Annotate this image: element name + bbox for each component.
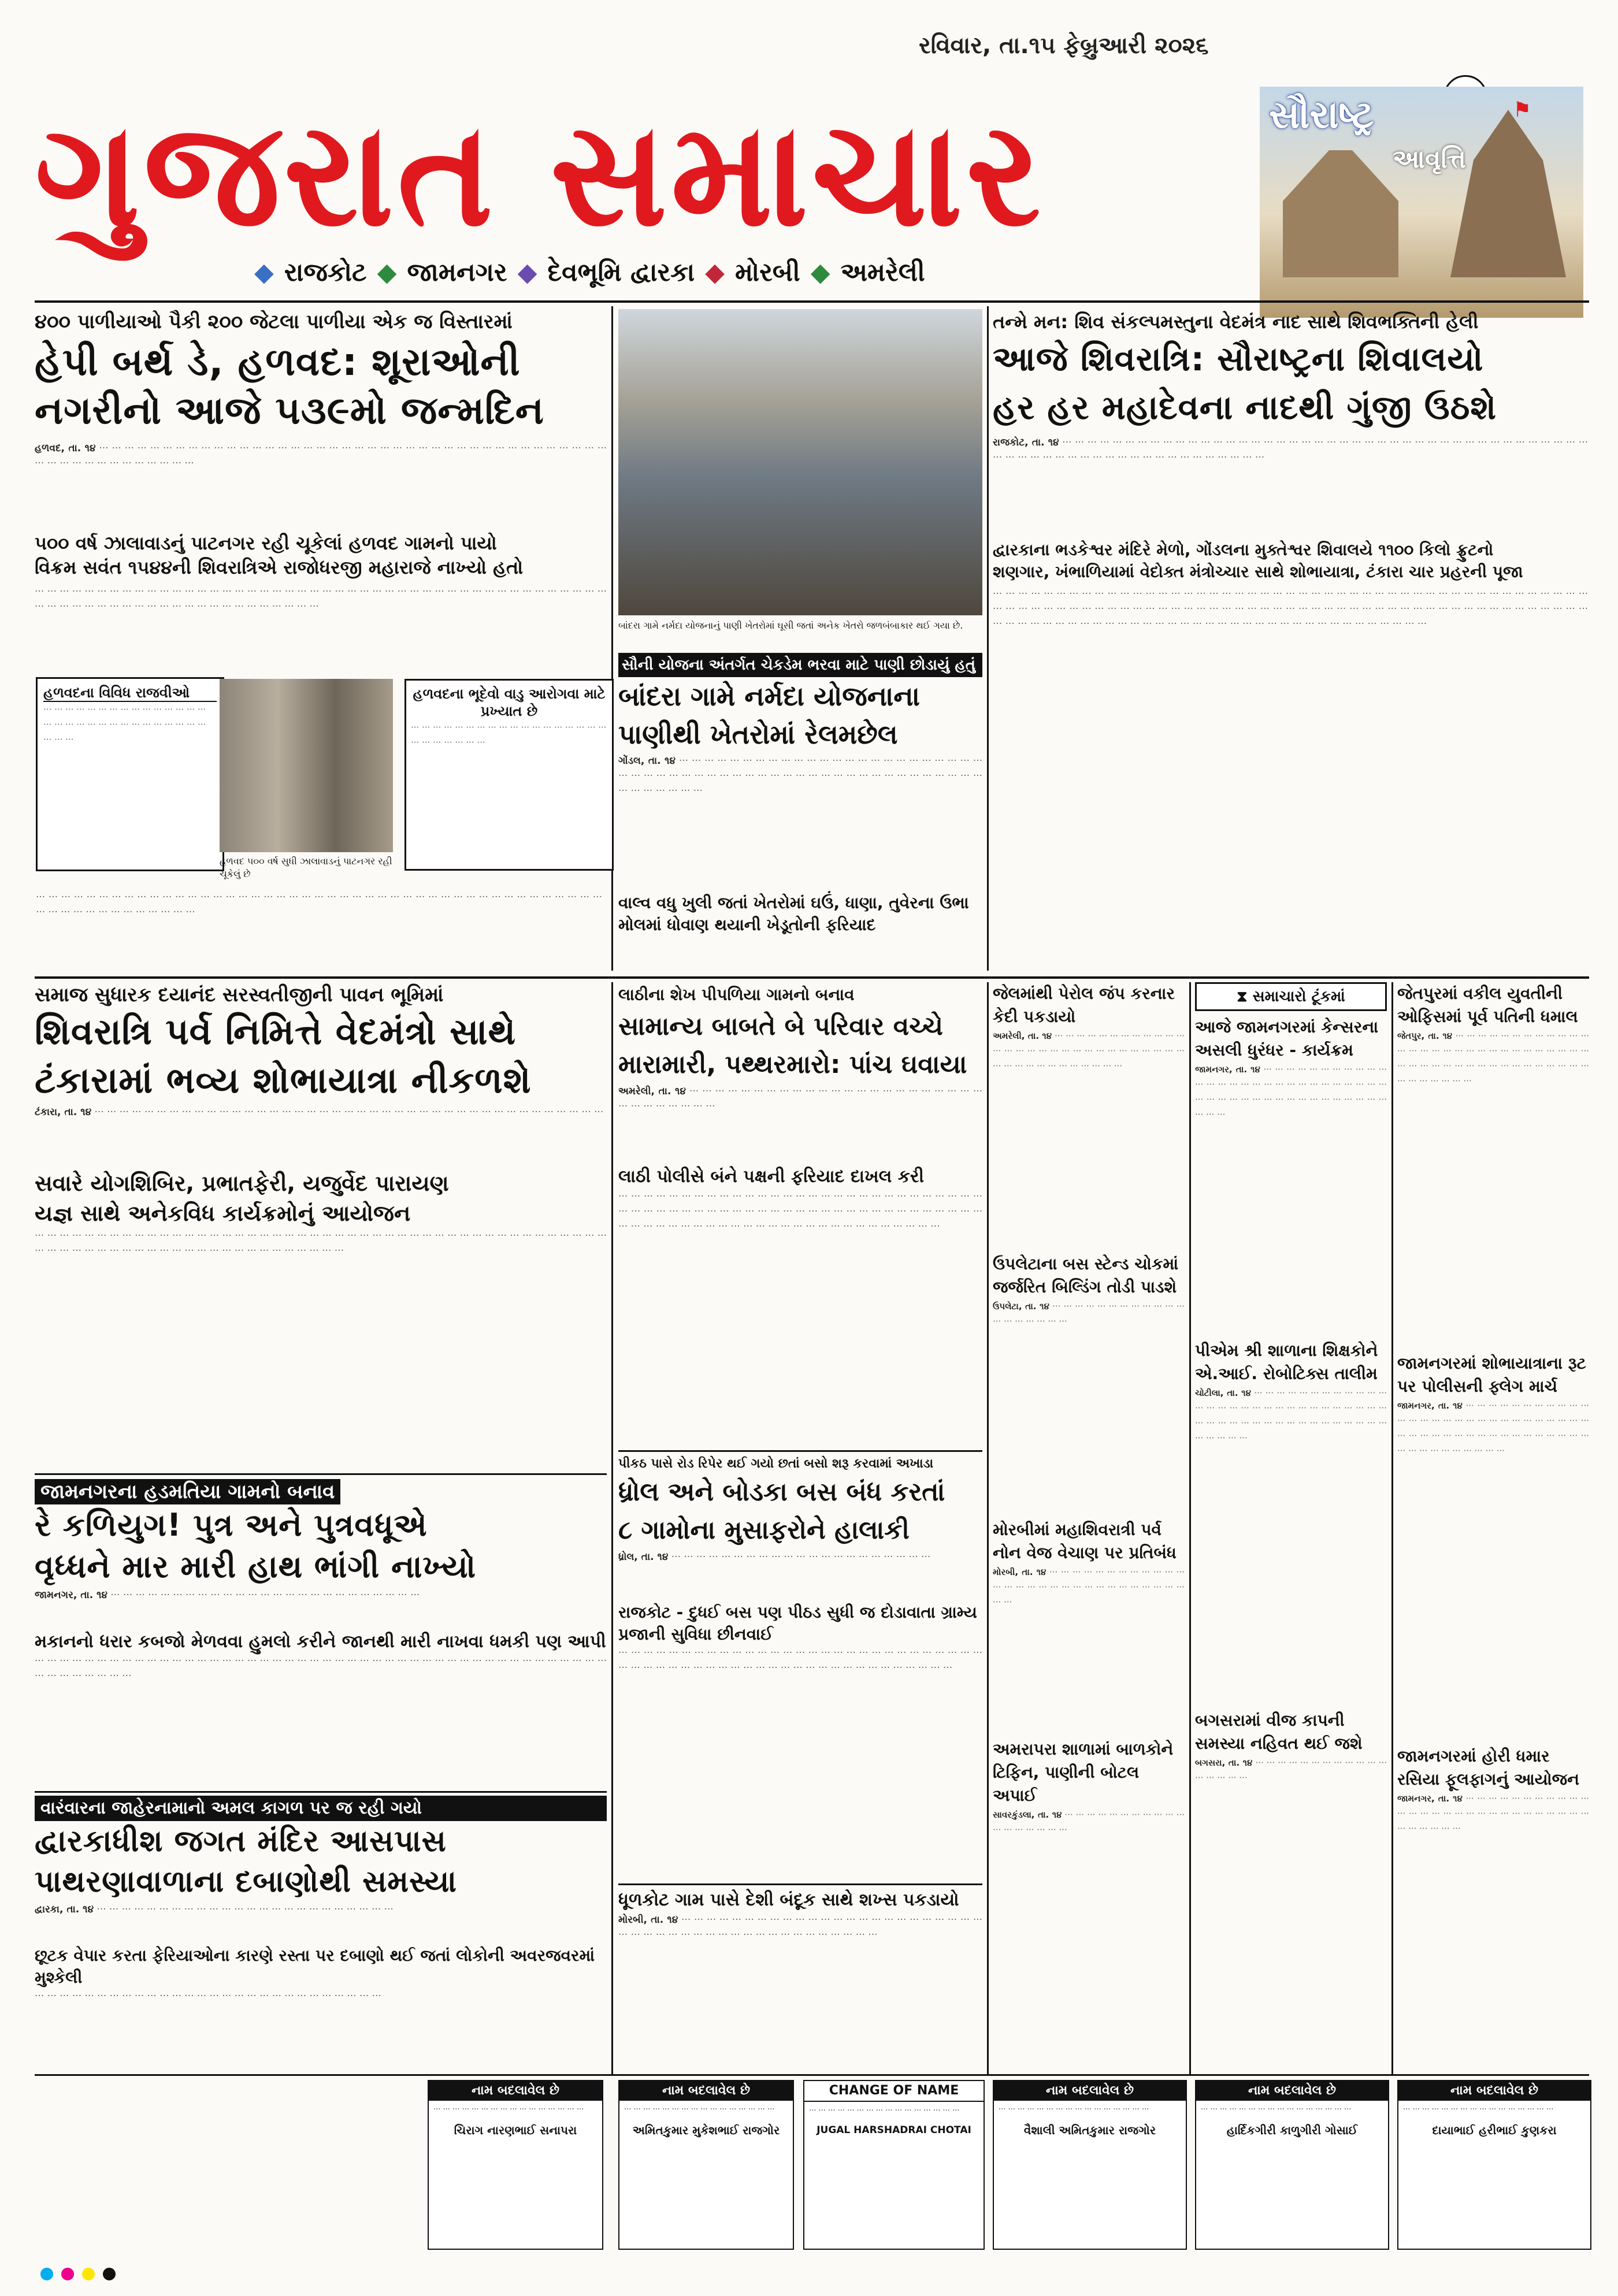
halvad-story xyxy=(35,309,607,688)
halvad-paliya-photo xyxy=(220,679,393,852)
cyan-dot-icon xyxy=(40,2268,53,2280)
section-rule xyxy=(618,1883,982,1885)
map-icon: ◆ xyxy=(254,257,274,287)
classified-ad xyxy=(1397,2080,1591,2250)
classified-header: CHANGE OF NAME xyxy=(804,2081,984,2102)
body-text-placeholder: ··· ··· ··· ··· ··· ··· ··· ··· ··· ··· ··· ··· ··· ··· ··· ··· ··· ··· ··· ··· ··· ··· ··· ··· ··· ··· ··· ··· ··· ··· ··· ··· ··· ··· ··· ··· ··· ··· ··· ··· ··· ··· ··· ··· ··· ··· ··· ··· ··· ··· ··· ··· ··· xyxy=(1397,1031,1589,1086)
classified-header: નામ બદલાવેલ છે xyxy=(429,2081,602,2101)
parole-story xyxy=(993,982,1185,1923)
dwarkadhish-subhead: છૂટક વેપાર કરતા ફેરિયાઓના કારણે રસ્તા પર દબાણો થઈ જતાં લોકોની અવરજવરમાં મુશ્કેલી xyxy=(35,1946,595,1987)
print-registration-marks xyxy=(40,2268,116,2280)
body-text-placeholder: ··· ··· ··· ··· ··· ··· ··· ··· ··· ··· ··· ··· ··· ··· ··· ··· xyxy=(809,2106,960,2115)
temple-flag-icon: ⚑ xyxy=(1513,98,1532,122)
body-text-placeholder: ··· ··· ··· ··· ··· ··· ··· ··· ··· ··· ··· ··· ··· ··· ··· ··· xyxy=(999,2105,1149,2114)
body-text-placeholder: ··· ··· ··· ··· ··· ··· ··· ··· ··· ··· ··· ··· ··· ··· ··· ··· ··· xyxy=(1195,1758,1387,1783)
dhrol-headline-2: ૮ ગામોના મુસાફરોને હાલાકી xyxy=(618,1515,910,1545)
district-jamnagar: જામનગર xyxy=(407,257,507,287)
body-text-placeholder: ··· ··· ··· ··· ··· ··· ··· ··· ··· ··· ··· ··· ··· ··· ··· ··· ··· ··· ··· ··· ··· ··· ··· ··· ··· ··· ··· ··· ··· ··· ··· ··· ··· ··· ··· ··· ··· ··· ··· ··· ··· xyxy=(94,1106,604,1118)
tankara-kicker: સમાજ સુધારક દયાનંદ સરસ્વતીજીની પાવન ભૂમિમાં xyxy=(35,983,444,1006)
ladhina-kicker: લાઠીના શેખ પીપળિયા ગામનો બનાવ xyxy=(618,985,855,1004)
body-text-placeholder: ··· ··· ··· ··· ··· ··· ··· ··· ··· ··· ··· ··· ··· ··· ··· ··· ··· ··· ··· ··· ··· ··· ··· ··· ··· ··· ··· ··· ··· ··· ··· ··· ··· ··· ··· ··· ··· ··· ··· ··· ··· ··· ··· ··· ··· ··· ··· ··· ··· ··· ··· ··· ··· ··· xyxy=(35,1655,607,1682)
bandra-headline-2: પાણીથી ખેતરોમાં રેલમછેલ xyxy=(618,719,898,750)
dhulkot-headline: ધૂળકોટ ગામ પાસે દેશી બંદૂક સાથે શખ્સ પકડાયો xyxy=(618,1890,959,1910)
shivratri-subhead-2: શણગાર, ખંભાળિયામાં વેદોક્ત મંત્રોચ્ચાર સાથે શોભાયાત્રા, ટંકારા ચાર પ્રહરની પૂજા xyxy=(993,562,1523,581)
halvad-box-side: હળવદના ભૂદેવો વાડુ આરોગવા માટે પ્રખ્યાત છે xyxy=(413,686,606,719)
mid-right-column xyxy=(1195,982,1387,1871)
cancer-body xyxy=(1195,1062,1387,1339)
hourglass-icon: ⧗ xyxy=(1237,988,1253,1005)
shivratri-subhead-1: દ્વારકાના ભડકેશ્વર મંદિરે મેળો, ગોંડલના મુક્તેશ્વર શિવાલયે ૧૧૦૦ કિલો ફ્રુટનો xyxy=(993,540,1494,559)
bagasra-dateline: બગસરા, તા. ૧૪ xyxy=(1195,1758,1253,1768)
tankara-body-2 xyxy=(35,1228,607,1373)
bandra-story xyxy=(618,653,982,936)
amarapur-dateline: સાવરકુંડલા, તા. ૧૪ xyxy=(993,1810,1062,1820)
body-text-placeholder: ··· ··· ··· ··· ··· ··· ··· ··· ··· ··· ··· ··· ··· ··· ··· ··· xyxy=(1403,2105,1554,2114)
morbi-body xyxy=(993,1565,1185,1738)
body-text-placeholder: ··· ··· ··· ··· ··· ··· ··· ··· ··· ··· ··· ··· ··· ··· ··· ··· ··· ··· ··· ··· ··· ··· ··· ··· ··· ··· ··· ··· ··· ··· ··· ··· ··· ··· ··· ··· ··· ··· ··· ··· ··· ··· ··· ··· ··· ··· ··· ··· ··· ··· ··· ··· ··· ··· ··· ··· ··· ··· ··· ··· ··· ··· ··· ··· xyxy=(993,437,1588,463)
classified-header: નામ બદલાવેલ છે xyxy=(619,2081,793,2101)
ladhina-headline-2: મારામારી, પથ્થરમારો: પાંચ ઘવાયા xyxy=(618,1050,967,1079)
hadmatiya-story xyxy=(35,1479,607,1786)
dwarkadhish-dateline: દ્વારકા, તા. ૧૪ xyxy=(35,1904,94,1915)
halvad-dateline: હળવદ, તા. ૧૪ xyxy=(35,443,96,454)
bagasra-body xyxy=(1195,1755,1387,1871)
halvad-headline-1: હેપી બર્થ ડે, હળવદ: શૂરાઓની xyxy=(35,340,521,384)
edition-name: સૌરાષ્ટ્ર xyxy=(1269,92,1374,137)
parole-headline: જેલમાંથી પેરોલ જંપ કરનાર કેદી પકડાયો xyxy=(993,984,1175,1026)
halvad-headline-2: નગરીનો આજે ૫૩૯મો જન્મદિન xyxy=(35,388,544,433)
classified-ad xyxy=(993,2080,1187,2250)
body-text-placeholder: ··· ··· ··· ··· ··· ··· ··· ··· ··· ··· ··· ··· ··· ··· ··· ··· ··· ··· ··· ··· ··· ··· ··· ··· ··· ··· ··· ··· ··· ··· ··· ··· ··· ··· ··· ··· ··· ··· ··· ··· ··· ··· ··· ··· ··· ··· ··· ··· ··· ··· ··· ··· ··· ··· ··· ··· ··· ··· ··· ··· ··· ··· ··· ··· ··· ··· ··· ··· ··· xyxy=(35,586,607,612)
morbi-dateline: મોરબી, તા. ૧૪ xyxy=(993,1567,1046,1577)
column-rule xyxy=(987,306,989,971)
body-text-placeholder: ··· ··· ··· ··· ··· ··· ··· ··· ··· ··· ··· ··· ··· ··· ··· ··· ··· ··· ··· ··· ··· ··· ··· ··· ··· ··· ··· ··· ··· ··· ··· ··· ··· ··· ··· ··· ··· ··· ··· ··· ··· ··· ··· ··· ··· ··· ··· ··· xyxy=(1195,1064,1387,1120)
hadmatiya-body xyxy=(35,1588,607,1630)
tankara-headline-1: શિવરાત્રિ પર્વ નિમિત્તે વેદમંત્રો સાથે xyxy=(35,1010,517,1053)
body-text-placeholder: ··· ··· ··· ··· ··· ··· ··· ··· ··· ··· ··· ··· ··· ··· ··· ··· ··· ··· ··· ··· ··· ··· ··· ··· ··· ··· ··· ··· ··· ··· ··· ··· ··· ··· ··· ··· ··· ··· ··· ··· ··· ··· ··· ··· ··· ··· ··· ··· ··· ··· ··· ··· ··· ··· ··· ··· ··· ··· ··· ··· ··· ··· ··· ··· ··· ··· ··· ··· ··· ··· ··· ··· ··· ··· ··· ··· ··· ··· ··· ··· ··· ··· ··· ··· xyxy=(618,1191,982,1232)
dhrol-dateline: ધ્રોલ, તા. ૧૪ xyxy=(618,1551,669,1563)
edition-block xyxy=(1260,87,1583,318)
bandra-photo xyxy=(618,309,982,615)
ladhina-body-2 xyxy=(618,1189,982,1443)
tankara-headline-2: ટંકારામાં ભવ્ય શોભાયાત્રા નીકળશે xyxy=(35,1059,532,1101)
parole-body xyxy=(993,1028,1185,1248)
black-dot-icon xyxy=(103,2268,116,2280)
robotics-headline: પીએમ શ્રી શાળાના શિક્ષકોને એ.આઈ. રોબોટિક્સ તાલીમ xyxy=(1195,1341,1378,1383)
morbi-headline: મોરબીમાં મહાશિવરાત્રી પર્વ નોન વેજ વેચાણ પર પ્રતિબંધ xyxy=(993,1520,1177,1562)
edition-label: આવૃત્તિ xyxy=(1393,144,1466,174)
body-text-placeholder: ··· ··· ··· ··· ··· ··· ··· ··· ··· ··· ··· ··· ··· ··· ··· ··· ··· ··· ··· ··· ··· ··· ··· ··· xyxy=(97,1904,394,1915)
shivratri-headline-2: હર હર મહાદેવના નાદથી ગુંજી ઉઠશે xyxy=(993,388,1497,427)
district-strip xyxy=(254,253,1248,291)
body-text-placeholder: ··· ··· ··· ··· ··· ··· ··· ··· ··· ··· ··· ··· ··· ··· ··· ··· ··· ··· ··· ··· ··· ··· ··· ··· ··· ··· ··· ··· ··· ··· ··· ··· ··· ··· ··· ··· ··· ··· ··· ··· ··· ··· ··· ··· ··· ··· ··· ··· ··· ··· ··· ··· ··· ··· ··· ··· ··· ··· ··· ··· ··· ··· ··· ··· ··· ··· ··· ··· ··· ··· ··· xyxy=(35,1230,607,1257)
magenta-dot-icon xyxy=(61,2268,74,2280)
map-icon: ◆ xyxy=(517,257,537,287)
date-line: રવિવાર, તા.૧૫ ફેબ્રુઆરી ૨૦૨૬ xyxy=(919,32,1209,59)
bandra-photo-caption: બાંદરા ગામે નર્મદા યોજનાનું પાણી ખેતરોમાં ઘૂસી જતાં અનેક ખેતરો જળબંબાકાર થઈ ગયા છે. xyxy=(618,620,963,631)
halvad-photo-caption: હળવદ ૫૦૦ વર્ષ સુધી ઝાલાવાડનું પાટનગર રહી ચૂકેલું છે xyxy=(220,856,392,879)
dhulkot-body xyxy=(618,1912,982,2057)
map-icon: ◆ xyxy=(810,257,830,287)
body-text-placeholder: ··· ··· ··· ··· ··· ··· ··· ··· ··· ··· ··· ··· ··· ··· ··· ··· ··· ··· ··· xyxy=(993,1301,1185,1327)
shivratri-body xyxy=(993,435,1588,539)
tankara-body xyxy=(35,1105,607,1168)
classified-ad xyxy=(618,2080,794,2250)
dhrol-subhead: રાજકોટ - દુધઈ બસ પણ પીઠડ સુધી જ દોડાવાતા ગ્રામ્ય પ્રજાની સુવિધા છીનવાઈ xyxy=(618,1603,977,1644)
bandra-kicker: સૌની યોજના અંતર્ગત ચેકડેમ ભરવા માટે પાણી છોડાયું હતું xyxy=(618,653,982,677)
upleta-headline: ઉપલેટાના બસ સ્ટેન્ડ ચોકમાં જર્જરિત બિલ્ડિંગ તોડી પાડશે xyxy=(993,1254,1179,1296)
cancer-dateline: જામનગર, તા. ૧૪ xyxy=(1195,1064,1260,1075)
temple-illustration xyxy=(1283,150,1398,277)
dhulkot-dateline: મોરબી, તા. ૧૪ xyxy=(618,1914,678,1926)
halvad-body xyxy=(35,441,607,527)
yellow-dot-icon xyxy=(82,2268,95,2280)
dwarkadhish-headline-1: દ્વારકાધીશ જગત મંદિર આસપાસ xyxy=(35,1824,447,1859)
body-text-placeholder: ··· ··· ··· ··· ··· ··· ··· ··· ··· ··· ··· ··· ··· ··· ··· ··· ··· ··· ··· ··· ··· ··· ··· ··· ··· ··· ··· ··· ··· ··· ··· ··· ··· ··· ··· ··· ··· ··· ··· ··· ··· ··· ··· ··· ··· ··· ··· ··· ··· ··· ··· ··· ··· ··· ··· ··· ··· ··· xyxy=(36,891,602,918)
tankara-dateline: ટંકારા, તા. ૧૪ xyxy=(35,1106,92,1118)
halvad-subhead-1: ૫૦૦ વર્ષ ઝાલાવાડનું પાટનગર રહી ચૂકેલાં હળવદ ગામનો પાયો xyxy=(35,532,497,554)
bagasra-headline: બગસરામાં વીજ કાપની સમસ્યા નહિવત થઈ જશે xyxy=(1195,1711,1363,1753)
samachar-tunkma-title: સમાચારો ટૂંકમાં xyxy=(1252,988,1345,1005)
dwarkadhish-body-2 xyxy=(35,1989,607,2041)
dhrol-headline-1: ધ્રોલ અને બોડકા બસ બંધ કરતાં xyxy=(618,1477,945,1507)
body-text-placeholder: ··· ··· ··· ··· ··· ··· ··· ··· ··· ··· ··· ··· ··· ··· ··· ··· ··· ··· ··· ··· ··· ··· ··· ··· ··· ··· ··· ··· ··· ··· ··· ··· ··· ··· xyxy=(1397,1793,1589,1834)
parole-dateline: અમરેલી, તા. ૧૪ xyxy=(993,1031,1052,1041)
classified-header: નામ બદલાવેલ છે xyxy=(1398,2081,1590,2101)
hadmatiya-headline-2: વૃધ્ધને માર મારી હાથ ભાંગી નાખ્યો xyxy=(35,1548,476,1585)
amarapur-body xyxy=(993,1807,1185,1923)
jetpur-dateline: જેતપુર, તા. ૧૪ xyxy=(1397,1031,1453,1041)
body-text-placeholder: ··· ··· ··· ··· ··· ··· ··· ··· ··· ··· ··· ··· ··· ··· ··· ··· ··· ··· ··· ··· ··· ··· ··· ··· ··· ··· ··· ··· ··· ··· ··· ··· ··· ··· ··· ··· ··· ··· ··· ··· ··· ··· ··· ··· ··· ··· ··· ··· ··· ··· ··· ··· ··· xyxy=(35,443,607,469)
bandra-body xyxy=(618,753,982,892)
body-text-placeholder: ··· ··· ··· ··· ··· ··· ··· ··· ··· ··· ··· ··· ··· ··· ··· ··· ··· ··· ··· ··· ··· ··· ··· ··· ··· ··· ··· ··· ··· ··· ··· ··· ··· ··· ··· ··· ··· ··· ··· ··· ··· ··· ··· ··· ··· ··· ··· ··· ··· ··· ··· ··· ··· ··· ··· ··· ··· ··· ··· ··· ··· ··· ··· ··· ··· ··· ··· ··· ··· ··· ··· ··· ··· ··· ··· ··· ··· ··· ··· ··· ··· ··· ··· ··· ··· ··· ··· ··· ··· ··· ··· ··· ··· ··· ··· ··· ··· ··· ··· ··· ··· ··· ··· ··· ··· ··· ··· ··· ··· ··· ··· ··· ··· ··· ··· ··· ··· ··· ··· ··· ··· ··· ··· ··· ··· ··· ··· ··· ··· xyxy=(993,588,1588,630)
hadmatiya-kicker: જામનગરના હડમતિયા ગામનો બનાવ xyxy=(35,1479,340,1504)
jamnagar-shobha-headline: જામનગરમાં શોભાયાત્રાના રૂટ પર પોલીસની ફ્લેગ માર્ચ xyxy=(1397,1354,1586,1396)
dhrol-kicker: પીકઠ પાસે રોડ રિપેર થઈ ગયો છતાં બસો શરૂ કરવામાં અખાડા xyxy=(618,1457,934,1471)
dhulkot-story xyxy=(618,1888,982,2057)
halvad-box-title: હળવદના વિવિધ રાજવીઓ xyxy=(43,685,217,702)
dwarkadhish-headline-2: પાથરણાવાળાના દબાણોથી સમસ્યા xyxy=(35,1864,458,1899)
masthead-rule xyxy=(35,300,1589,303)
classifieds-rule xyxy=(35,2074,1589,2076)
district-devbhumi-dwarka: દેવભૂમિ દ્વારકા xyxy=(547,257,695,287)
district-rajkot: રાજકોટ xyxy=(284,257,367,287)
dhrol-story xyxy=(618,1455,982,1813)
classified-name: વૈશાલી અમિતકુમાર રાજગોર xyxy=(1023,2123,1156,2137)
body-text-placeholder: ··· ··· ··· ··· ··· ··· ··· ··· ··· ··· ··· ··· ··· ··· ··· ··· ··· ··· ··· ··· ··· ··· ··· ··· ··· ··· ··· ··· ··· ··· ··· ··· ··· ··· ··· ··· ··· ··· ··· ··· ··· ··· ··· ··· ··· xyxy=(618,1914,982,1941)
classified-ad xyxy=(803,2080,985,2250)
body-text-placeholder: ··· ··· ··· ··· ··· ··· ··· ··· ··· ··· ··· ··· ··· ··· ··· ··· ··· ··· ··· ··· ··· ··· ··· ··· ··· ··· ··· ··· ··· ··· ··· xyxy=(993,1567,1185,1607)
robotics-dateline: ચોટીલા, તા. ૧૪ xyxy=(1195,1388,1251,1398)
hadmatiya-headline-1: રે કળિયુગ! પુત્ર અને પુત્રવધૂએ xyxy=(35,1507,428,1543)
classified-ad xyxy=(428,2080,603,2250)
jetpur-headline: જેતપુરમાં વકીલ યુવતીની ઓફિસમાં પૂર્વ પતિની ધમાલ xyxy=(1397,984,1578,1026)
classified-name: દાયાભાઈ હરીભાઈ કુણકરા xyxy=(1432,2123,1557,2137)
section-rule xyxy=(35,1791,607,1793)
body-text-placeholder: ··· ··· ··· ··· ··· ··· ··· ··· ··· ··· ··· ··· ··· ··· ··· ··· xyxy=(624,2105,775,2114)
body-text-placeholder: ··· ··· ··· ··· ··· ··· ··· ··· ··· ··· ··· ··· ··· ··· ··· ··· ··· ··· ··· ··· ··· ··· ··· ··· ··· xyxy=(110,1589,420,1601)
shivratri-body-2 xyxy=(993,586,1588,887)
column-rule xyxy=(611,982,613,2074)
newspaper-title: ગુજરાત સમાચાર xyxy=(35,88,1045,258)
halvad-body-3 xyxy=(36,890,602,959)
bandra-headline-1: બાંદરા ગામે નર્મદા યોજનાના xyxy=(618,681,920,712)
map-icon: ◆ xyxy=(705,257,725,287)
shivratri-headline-1: આજે શિવરાત્રિ: સૌરાષ્ટ્રના શિવાલયો xyxy=(993,339,1484,378)
classified-name: હાર્દિકગીરી કાળુગીરી ગોસાઈ xyxy=(1226,2123,1358,2137)
ladhina-dateline: અમરેલી, તા. ૧૪ xyxy=(618,1086,686,1097)
dwarkadhish-body xyxy=(35,1902,607,1945)
halvad-subhead-2: વિક્રમ સવંત ૧૫૪૪ની શિવરાત્રિએ રાજોધરજી મહારાજે નાખ્યો હતો xyxy=(35,556,524,578)
bandra-dateline: ગોંડલ, તા. ૧૪ xyxy=(618,755,676,767)
halvad-bhudev-box xyxy=(404,679,614,871)
body-text-placeholder: ··· ··· ··· ··· ··· ··· ··· ··· ··· ··· ··· ··· ··· ··· ··· ··· xyxy=(1201,2105,1352,2114)
classified-ad xyxy=(1195,2080,1389,2250)
body-text-placeholder: ··· ··· ··· ··· ··· ··· ··· ··· ··· ··· ··· ··· ··· ··· ··· ··· ··· ··· xyxy=(993,1810,1185,1835)
dwarkadhish-story xyxy=(35,1796,607,2041)
body-text-placeholder: ··· ··· ··· ··· ··· ··· ··· ··· ··· ··· ··· ··· ··· ··· ··· ··· ··· ··· ··· ··· ··· ··· ··· ··· ··· ··· ··· ··· ··· ··· ··· ··· ··· ··· ··· ··· ··· ··· ··· ··· ··· xyxy=(993,1031,1185,1071)
ladhina-subhead: લાઠી પોલીસે બંને પક્ષની ફરિયાદ દાખલ કરી xyxy=(618,1166,925,1187)
amarapur-headline: અમરાપરા શાળામાં બાળકોને ટિફિન, પાણીની બોટલ અપાઈ xyxy=(993,1740,1174,1805)
body-text-placeholder: ··· ··· ··· ··· ··· ··· ··· ··· ··· ··· ··· ··· ··· ··· ··· ··· ··· ··· ··· ··· ··· ··· ··· ··· ··· ··· ··· ··· ··· ··· ··· ··· ··· ··· ··· ··· ··· ··· ··· ··· ··· ··· ··· ··· ··· ··· ··· ··· ··· ··· ··· ··· ··· ··· ··· ··· ··· ··· ··· ··· xyxy=(618,755,982,797)
jetpur-body xyxy=(1397,1028,1589,1352)
column-rule xyxy=(987,982,989,2074)
body-text-placeholder: ··· ··· ··· ··· ··· ··· ··· ··· ··· ··· ··· ··· ··· ··· ··· ··· ··· ··· ··· ··· ··· xyxy=(671,1551,931,1563)
right-column xyxy=(1397,982,1589,1999)
samachar-tunkma-box xyxy=(1195,982,1387,1011)
robotics-body xyxy=(1195,1385,1387,1709)
ladhina-story xyxy=(618,982,982,1443)
shivratri-kicker: તન્મે મન: શિવ સંકલ્પમસ્તુના વેદમંત્ર નાદ સાથે શિવભક્તિની હેલી xyxy=(993,311,1479,333)
classified-name: ચિરાગ નારણભાઈ સનાપરા xyxy=(454,2123,577,2137)
column-rule xyxy=(1391,982,1393,2074)
classified-name: અમિતકુમાર મુકેશભાઈ રાજગોર xyxy=(632,2123,780,2137)
upleta-dateline: ઉપલેટા, તા. ૧૪ xyxy=(993,1301,1049,1312)
classified-header: નામ બદલાવેલ છે xyxy=(1196,2081,1388,2101)
ladhina-body xyxy=(618,1084,982,1165)
tankara-subhead-1: સવારે યોગશિબિર, પ્રભાતફેરી, યજુર્વેદ પારાયણ xyxy=(35,1171,449,1196)
temple-illustration xyxy=(1450,110,1566,277)
classified-header: નામ બદલાવેલ છે xyxy=(994,2081,1186,2101)
body-text-placeholder: ··· ··· ··· ··· ··· ··· ··· ··· ··· ··· ··· ··· ··· ··· ··· ··· ··· ··· ··· ··· ··· ··· ··· ··· ··· ··· ··· ··· ··· ··· ··· ··· ··· ··· ··· ··· ··· ··· ··· ··· ··· ··· ··· ··· ··· ··· ··· ··· ··· ··· ··· ··· ··· ··· ··· xyxy=(1397,1400,1589,1456)
cancer-headline: આજે જામનગરમાં કેન્સરના અસલી ધુરંધર - કાર્યક્રમ xyxy=(1195,1017,1379,1060)
jamnagar-shobha-body xyxy=(1397,1398,1589,1745)
hadmatiya-dateline: જામનગર, તા. ૧૪ xyxy=(35,1589,107,1601)
body-text-placeholder: ··· ··· ··· ··· ··· ··· ··· ··· ··· ··· ··· ··· ··· ··· ··· ··· xyxy=(433,2105,584,2114)
body-text-placeholder: ··· ··· ··· ··· ··· ··· ··· ··· ··· ··· ··· ··· ··· ··· ··· ··· ··· ··· ··· ··· ··· ··· ··· ··· ··· ··· ··· ··· ··· ··· ··· xyxy=(618,1086,982,1112)
halvad-kicker: ૪૦૦ પાળીયાઓ પૈકી ૨૦૦ જેટલા પાળીયા એક જ વિસ્તારમાં xyxy=(35,310,513,333)
tankara-story xyxy=(35,982,607,1373)
column-rule xyxy=(611,306,613,971)
halvad-rulers-box xyxy=(36,677,224,871)
body-text-placeholder: ··· ··· ··· ··· ··· ··· ··· ··· ··· ··· ··· ··· ··· ··· ··· ··· ··· ··· ··· ··· ··· ··· ··· ··· ··· ··· ··· ··· ··· ··· ··· ··· ··· ··· ··· ··· ··· ··· ··· ··· ··· ··· ··· ··· ··· ··· ··· ··· ··· ··· ··· ··· ··· ··· ··· ··· xyxy=(618,1647,982,1674)
rasiya-dateline: જામનગર, તા. ૧૪ xyxy=(1397,1793,1463,1804)
ladhina-headline-1: સામાન્ય બાબતે બે પરિવાર વચ્ચે xyxy=(618,1012,943,1041)
upleta-body xyxy=(993,1299,1185,1391)
bandra-subhead: વાલ્વ વધુ ખુલી જતાં ખેતરોમાં ઘઉં, ધાણા, તુવેરના ઉભા મોલમાં ધોવાણ થયાની ખેડૂતોની ફરિયાદ xyxy=(618,893,969,934)
section-rule xyxy=(35,976,1589,979)
dhrol-body-2 xyxy=(618,1645,982,1813)
body-text-placeholder: ··· ··· ··· ··· ··· ··· ··· ··· ··· ··· ··· ··· ··· ··· ··· ··· ··· ··· ··· ··· ··· ··· ··· ··· ··· ··· ··· ··· ··· ··· ··· ··· ··· xyxy=(43,704,206,745)
section-rule xyxy=(35,1473,607,1475)
column-rule xyxy=(1189,982,1191,2074)
shivratri-story xyxy=(993,309,1588,887)
shivratri-dateline: રાજકોટ, તા. ૧૪ xyxy=(993,437,1059,448)
body-text-placeholder: ··· ··· ··· ··· ··· ··· ··· ··· ··· ··· ··· ··· ··· ··· ··· ··· ··· ··· ··· ··· ··· ··· ··· ··· ··· xyxy=(411,722,607,748)
halvad-body-2 xyxy=(35,584,607,688)
hadmatiya-body-2 xyxy=(35,1654,607,1786)
district-amreli: અમરેલી xyxy=(840,257,925,287)
body-text-placeholder: ··· ··· ··· ··· ··· ··· ··· ··· ··· ··· ··· ··· ··· ··· ··· ··· ··· ··· ··· ··· ··· ··· ··· ··· ··· ··· ··· ··· xyxy=(35,1990,381,2002)
map-icon: ◆ xyxy=(377,257,397,287)
rasiya-headline: જામનગરમાં હોરી ધમાર રસિયા ફૂલફાગનું આયોજન xyxy=(1397,1747,1579,1789)
district-morbi: મોરબી xyxy=(735,257,800,287)
classified-name: JUGAL HARSHADRAI CHOTAI xyxy=(817,2124,971,2136)
rasiya-body xyxy=(1397,1791,1589,1999)
jamnagar-shobha-dateline: જામનગર, તા. ૧૪ xyxy=(1397,1400,1463,1411)
body-text-placeholder: ··· ··· ··· ··· ··· ··· ··· ··· ··· ··· ··· ··· ··· ··· ··· ··· ··· ··· ··· ··· ··· ··· ··· ··· ··· ··· ··· ··· ··· ··· ··· ··· ··· ··· ··· ··· ··· ··· ··· ··· ··· ··· ··· ··· ··· ··· ··· ··· ··· ··· ··· xyxy=(1195,1388,1387,1443)
tankara-subhead-2: યજ્ઞ સાથે અનેકવિધ કાર્યક્રમોનું આયોજન xyxy=(35,1201,411,1226)
dwarkadhish-kicker: વારંવારના જાહેરનામાનો અમલ કાગળ પર જ રહી ગયો xyxy=(35,1796,607,1821)
hadmatiya-subhead: મકાનનો ધરાર કબજો મેળવવા હુમલો કરીને જાનથી મારી નાખવા ધમકી પણ આપી xyxy=(35,1632,606,1652)
dhrol-body xyxy=(618,1550,982,1602)
section-rule xyxy=(618,1450,982,1452)
